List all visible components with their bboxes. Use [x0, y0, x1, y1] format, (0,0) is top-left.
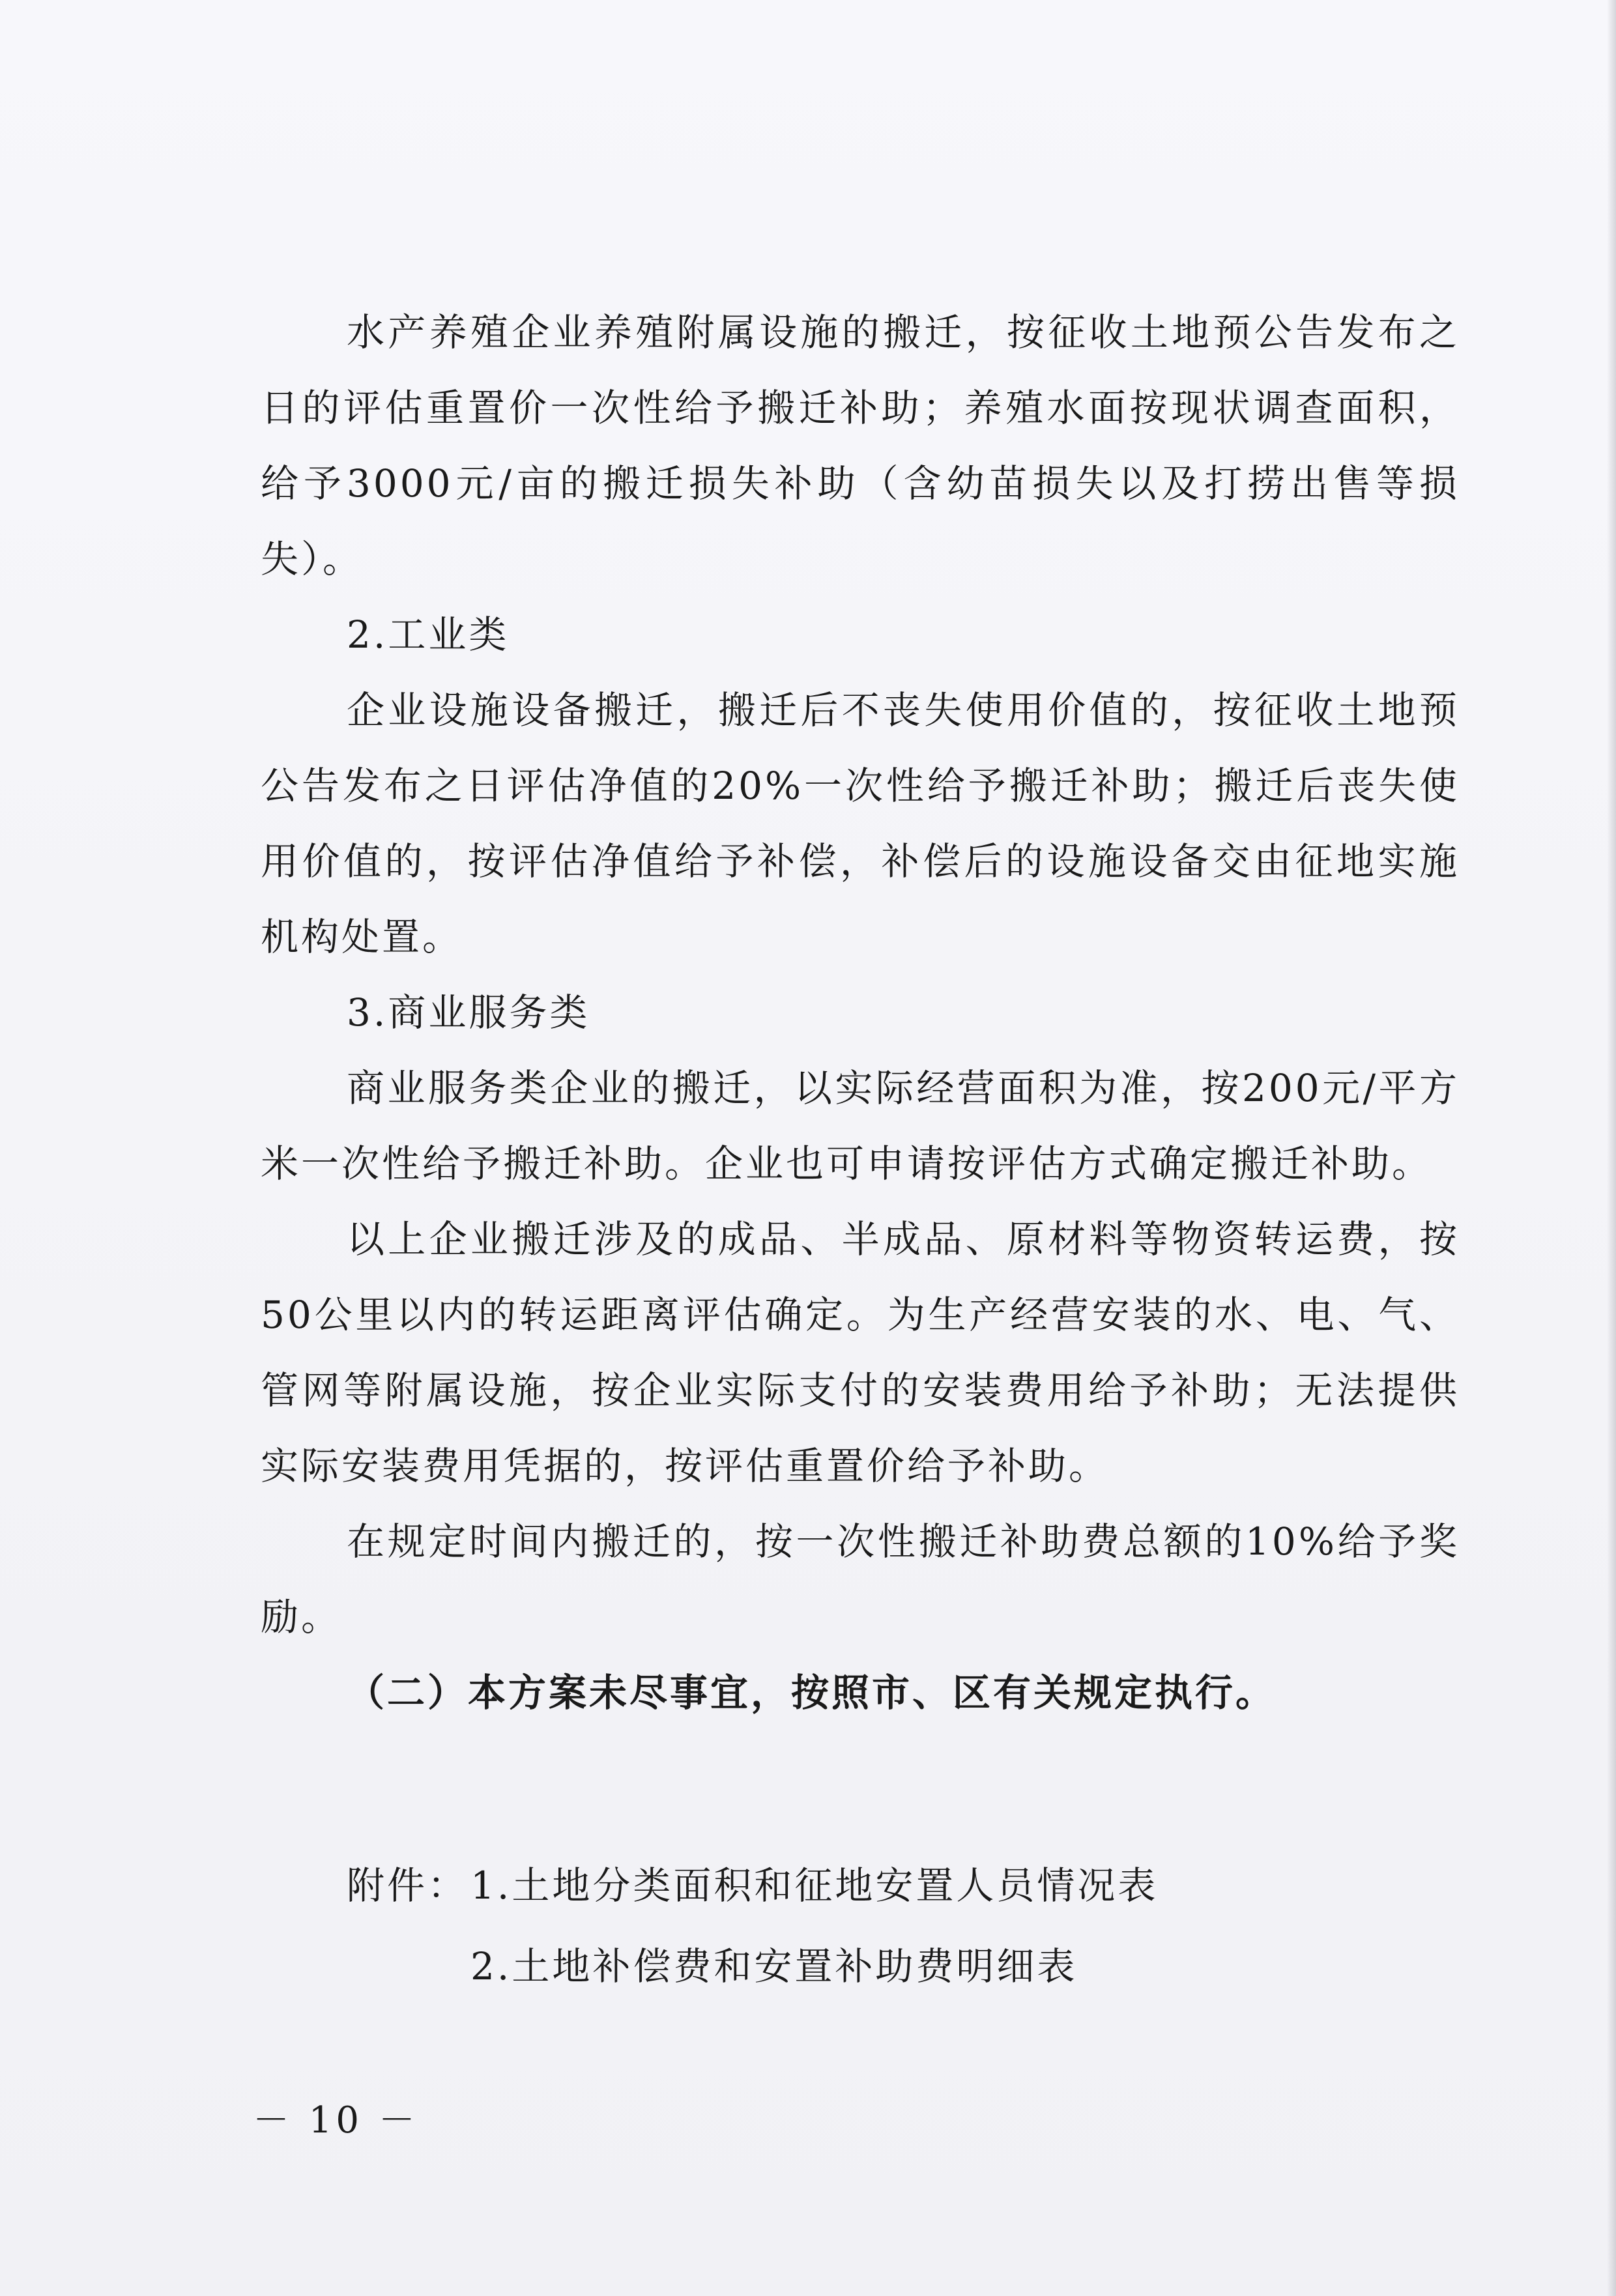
attachments-label: 附件：	[347, 1863, 469, 1908]
page-number: － 10 －	[253, 2099, 419, 2142]
paragraph-reward: 在规定时间内搬迁的，按一次性搬迁补助费总额的10%给予奖励。	[261, 1519, 1460, 1639]
attachment-item: 1.土地分类面积和征地安置人员情况表	[470, 1863, 1159, 1908]
attachment-item: 2.土地补偿费和安置补助费明细表	[470, 1944, 1078, 1988]
document-body	[261, 294, 1460, 1730]
attachment-row	[347, 1926, 1158, 2007]
paragraph-commercial: 商业服务类企业的搬迁，以实际经营面积为准，按200元/平方米一次性给予搬迁补助。企业也可申请按评估方式确定搬迁补助。	[261, 1066, 1460, 1186]
paragraph-transport-costs: 以上企业搬迁涉及的成品、半成品、原材料等物资转运费，按50公里以内的转运距离评估确定。为生产经营安装的水、电、气、管网等附属设施，按企业实际支付的安装费用给予补助；无法提供实际安装费用凭据的，按评估重置价给予补助。	[261, 1217, 1460, 1488]
section-heading-commercial: 3.商业服务类	[347, 990, 590, 1035]
paragraph-unresolved-matters: （二）本方案未尽事宜，按照市、区有关规定执行。	[347, 1671, 1277, 1715]
attachment-row	[347, 1845, 1158, 1926]
paragraph-industrial: 企业设施设备搬迁，搬迁后不丧失使用价值的，按征收土地预公告发布之日评估净值的20%一次性给予搬迁补助；搬迁后丧失使用价值的，按评估净值给予补偿，补偿后的设施设备交由征地实施机构处置。	[261, 688, 1460, 959]
section-heading-industrial: 2.工业类	[347, 612, 510, 657]
scan-edge-shadow	[1607, 0, 1616, 2296]
attachments-list	[347, 1845, 1158, 2007]
paragraph-aquaculture: 水产养殖企业养殖附属设施的搬迁，按征收土地预公告发布之日的评估重置价一次性给予搬迁补助；养殖水面按现状调查面积，给予3000元/亩的搬迁损失补助（含幼苗损失以及打捞出售等损失）。	[261, 310, 1460, 581]
